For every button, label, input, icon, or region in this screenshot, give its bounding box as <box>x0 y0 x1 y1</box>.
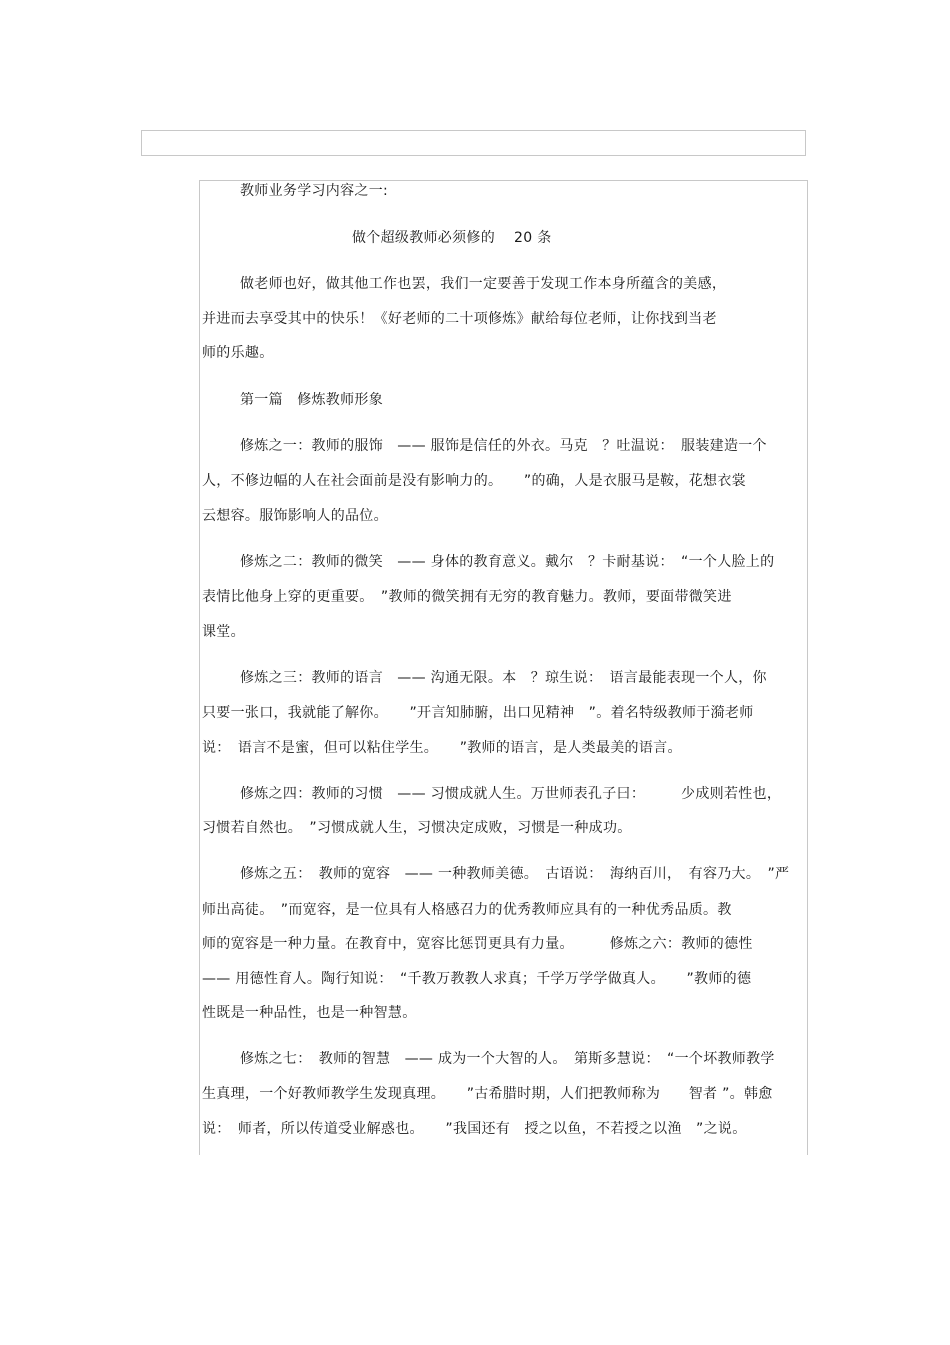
paragraph-line: 人，不修边幅的人在社会面前是没有影响力的。 ”的确，人是衣服马是鞍，花想衣裳 <box>202 473 746 489</box>
intro-line: 师的乐趣。 <box>202 345 274 361</box>
paragraph-line: 云想容。服饰影响人的品位。 <box>202 508 388 524</box>
header-frame <box>141 130 806 156</box>
paragraph-line: 只要一张口，我就能了解你。 ”开言知肺腑，出口见精神 ”。着名特级教师于漪老师 <box>202 705 754 721</box>
paragraph-line: 说： 语言不是蜜，但可以粘住学生。 ”教师的语言，是人类最美的语言。 <box>202 740 682 756</box>
chapter-heading: 第一篇 修炼教师形象 <box>240 392 383 408</box>
paragraph-line: 说： 师者，所以传道受业解惑也。 ”我国还有 授之以鱼，不若授之以渔 ”之说。 <box>202 1121 747 1137</box>
paragraph-line: 性既是一种品性，也是一种智慧。 <box>202 1005 417 1021</box>
paragraph-line: 师出高徒。 ”而宽容，是一位具有人格感召力的优秀教师应具有的一种优秀品质。教 <box>202 902 732 918</box>
paragraph-line: 习惯若自然也。 ”习惯成就人生，习惯决定成败，习惯是一种成功。 <box>202 820 632 836</box>
document-title: 做个超级教师必须修的 20 条 <box>352 230 552 246</box>
intro-line: 并进而去享受其中的快乐！《好老师的二十项修炼》献给每位老师，让你找到当老 <box>202 311 717 327</box>
paragraph-line: 表情比他身上穿的更重要。 ”教师的微笑拥有无穷的教育魅力。教师，要面带微笑进 <box>202 589 732 605</box>
paragraph-line: 课堂。 <box>202 624 245 640</box>
paragraph-line: 师的宽容是一种力量。在教育中，宽容比惩罚更具有力量。 修炼之六：教师的德性 <box>202 936 753 952</box>
paragraph-line: 生真理，一个好教师教学生发现真理。 ”古希腊时期，人们把教师称为 智者 ”。韩愈 <box>202 1086 773 1102</box>
paragraph-line: —— 用德性育人。陶行知说： “千教万教教人求真；千学万学学做真人。 ”教师的德 <box>202 971 752 987</box>
section-heading: 教师业务学习内容之一: <box>240 183 389 199</box>
paragraph-line: 修炼之二：教师的微笑 —— 身体的教育意义。戴尔 ？卡耐基说： “一个人脸上的 <box>240 554 775 570</box>
paragraph-line: 修炼之三：教师的语言 —— 沟通无限。本 ？琼生说： 语言最能表现一个人，你 <box>240 670 767 686</box>
paragraph-line: 修炼之五： 教师的宽容 —— 一种教师美德。 古语说： 海纳百川， 有容乃大。 ”严 <box>240 866 790 882</box>
paragraph-line: 修炼之四：教师的习惯 —— 习惯成就人生。万世师表孔子曰： 少成则若性也， <box>240 786 782 802</box>
paragraph-line: 修炼之七： 教师的智慧 —— 成为一个大智的人。 第斯多慧说： “一个坏教师教学 <box>240 1051 775 1067</box>
paragraph-line: 修炼之一：教师的服饰 —— 服饰是信任的外衣。马克 ？吐温说： 服装建造一个 <box>240 438 767 454</box>
intro-line: 做老师也好，做其他工作也罢，我们一定要善于发现工作本身所蕴含的美感， <box>240 276 727 292</box>
